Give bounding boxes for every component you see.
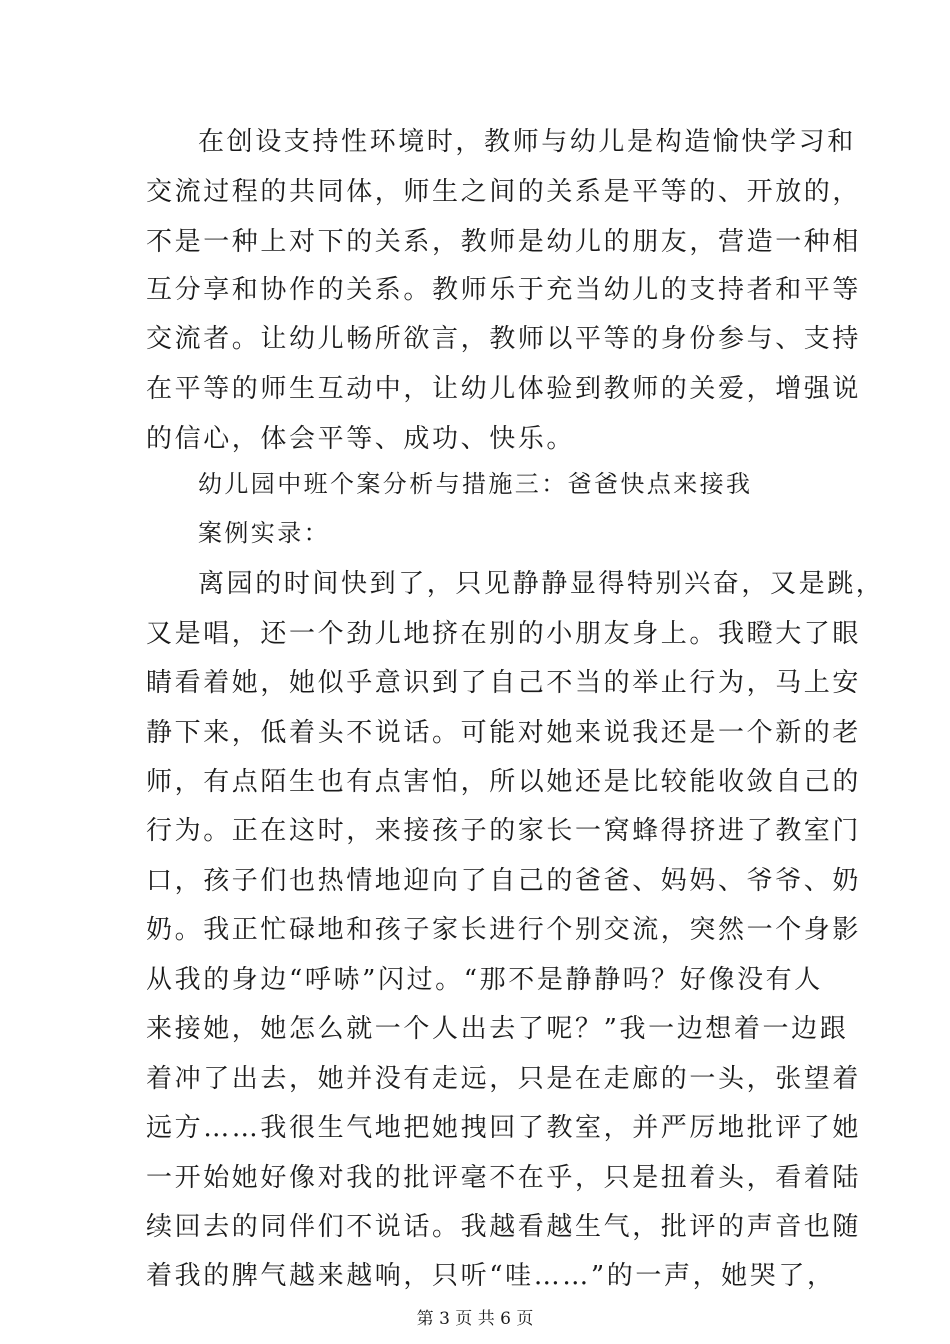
paragraph-2-line-13: 一开始她好像对我的批评毫不在乎，只是扭着头，看着陆 [146,1163,862,1193]
paragraph-2-line-10: 来接她，她怎么就一个人出去了呢？”我一边想着一边跟 [146,1014,849,1044]
paragraph-1-line-4: 互分享和协作的关系。教师乐于充当幼儿的支持者和平等 [146,275,862,305]
paragraph-2-line-12: 远方……我很生气地把她拽回了教室，并严厉地批评了她 [146,1113,862,1143]
paragraph-2-line-15: 着我的脾气越来越响，只听“哇……”的一声，她哭了， [146,1261,836,1291]
paragraph-2-line-2: 又是唱，还一个劲儿地挤在别的小朋友身上。我瞪大了眼 [146,619,862,649]
paragraph-2-line-6: 行为。正在这时，来接孩子的家长一窝蜂得挤进了教室门 [146,816,862,846]
paragraph-1-line-2: 交流过程的共同体，师生之间的关系是平等的、开放的， [146,177,862,207]
page-number-footer: 第 3 页 共 6 页 [416,1309,534,1329]
paragraph-2-line-7: 口，孩子们也热情地迎向了自己的爸爸、妈妈、爷爷、奶 [146,866,862,896]
paragraph-1-line-1: 在创设支持性环境时，教师与幼儿是构造愉快学习和 [198,127,856,157]
paragraph-2-line-9: 从我的身边“呼哧”闪过。“那不是静静吗？好像没有人 [146,965,823,995]
paragraph-1-line-3: 不是一种上对下的关系，教师是幼儿的朋友，营造一种相 [146,227,862,257]
paragraph-2-line-3: 睛看着她，她似乎意识到了自己不当的举止行为，马上安 [146,668,862,698]
paragraph-1-line-7: 的信心，体会平等、成功、快乐。 [146,424,576,454]
paragraph-2-line-11: 着冲了出去，她并没有走远，只是在走廊的一头，张望着 [146,1064,862,1094]
paragraph-2-line-14: 续回去的同伴们不说话。我越看越生气，批评的声音也随 [146,1212,862,1242]
paragraph-1-line-6: 在平等的师生互动中，让幼儿体验到教师的关爱，增强说 [146,374,862,404]
case-record-label: 案例实录： [198,519,330,547]
paragraph-2-line-5: 师，有点陌生也有点害怕，所以她还是比较能收敛自己的 [146,767,862,797]
paragraph-1-line-5: 交流者。让幼儿畅所欲言，教师以平等的身份参与、支持 [146,324,862,354]
paragraph-2-line-1: 离园的时间快到了，只见静静显得特别兴奋，又是跳， [198,569,885,599]
paragraph-2-line-4: 静下来，低着头不说话。可能对她来说我还是一个新的老 [146,718,862,748]
paragraph-2-line-8: 奶。我正忙碌地和孩子家长进行个别交流，突然一个身影 [146,915,862,945]
section-heading: 幼儿园中班个案分析与措施三：爸爸快点来接我 [198,470,753,498]
